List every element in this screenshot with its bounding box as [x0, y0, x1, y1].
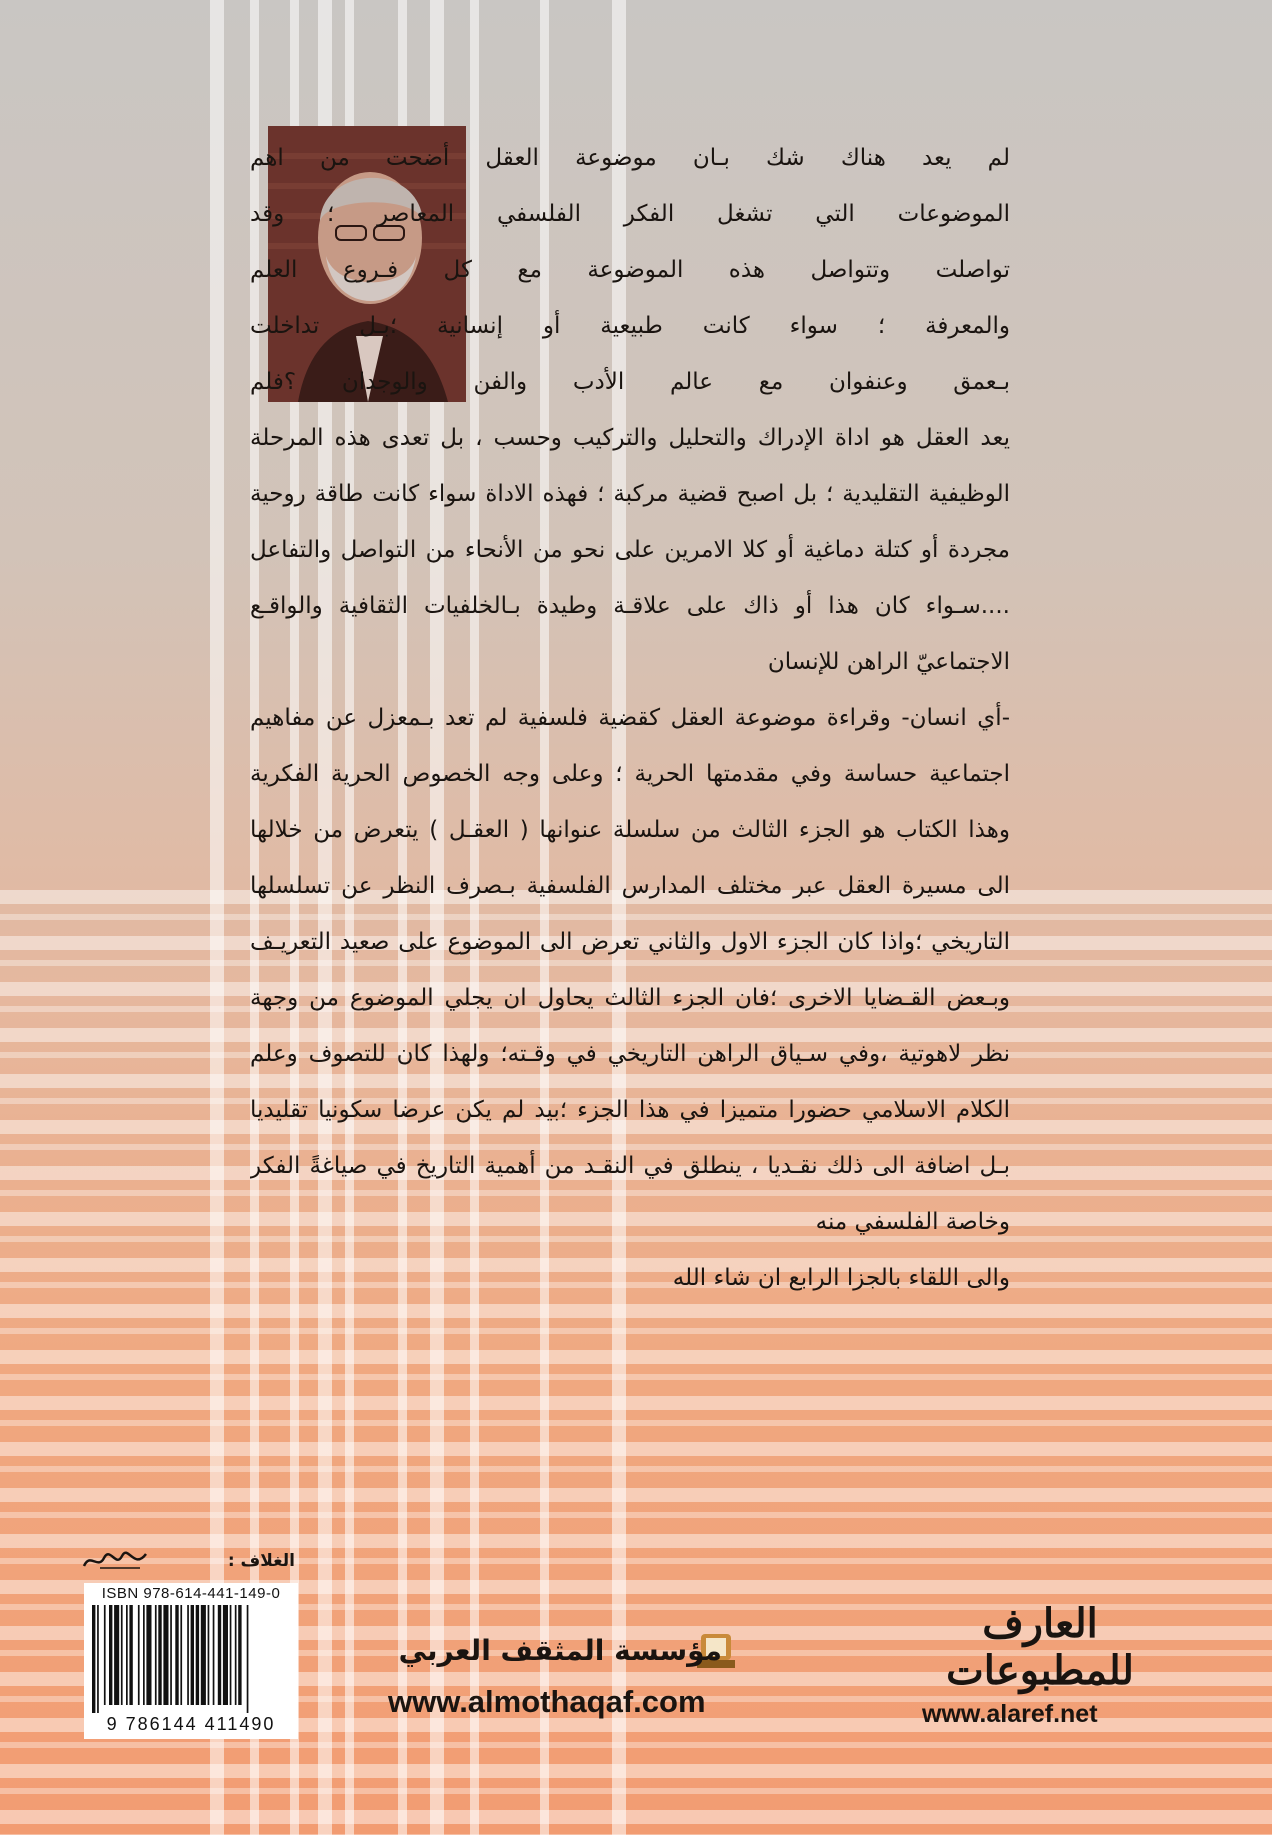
blurb-text: [250, 130, 1010, 1306]
blurb-line: الاجتماعيّ الراهن للإنسان: [767, 649, 1010, 675]
isbn-text: ISBN 978-614-441-149-0: [101, 1585, 281, 1602]
publisher-alaref-logo: العارف للمطبوعات: [946, 1600, 1134, 1694]
blurb-line: مجردة أو كتلة دماغية أو كلا الامرين على نحو من الأنحاء من التواصل والتفاعل: [250, 537, 1010, 563]
blurb-line: -أي انسان- وقراءة موضوعة العقل كقضية فلسفية لم تعد بـمعزل عن مفاهيم: [250, 705, 1010, 731]
blurb-line: الوظيفية التقليدية ؛ بل اصبح قضية مركبة ؛ فهذه الاداة سواء كانت طاقة روحية: [250, 481, 1010, 507]
blurb-line: والمعرفة ؛ سواء كانت طبيعية أو إنسانية ؛بـل تداخلت: [250, 313, 1010, 339]
blurb-line: نظر لاهوتية ،وفي سـياق الراهن التاريخي في وقـته؛ ولهذا كان للتصوف وعلم: [250, 1041, 1010, 1067]
blurb-line: الكلام الاسلامي حضورا متميزا في هذا الجزء ؛بيد لم يكن عرضا سكونيا تقليديا: [250, 1097, 1010, 1123]
publisher-almothaqaf-url: www.almothaqaf.com: [388, 1684, 706, 1719]
blurb-line: والى اللقاء بالجزا الرابع ان شاء الله: [672, 1265, 1010, 1291]
blurb-line: تواصلت وتتواصل هذه الموضوعة مع كل فـروع العلم: [250, 257, 1010, 283]
barcode-bars: [92, 1605, 290, 1713]
blurb-line: لم يعد هناك شك بـان موضوعة العقل أضحت من اهم: [250, 145, 1010, 171]
blurb-line: بـل اضافة الى ذلك نقـديا ، ينطلق في النقـد من أهمية التاريخ في صياغةً الفكر: [250, 1153, 1010, 1179]
isbn-barcode: [84, 1583, 298, 1739]
barcode-digits: 9 786144 411490: [106, 1714, 276, 1734]
cover-credit: [80, 1548, 295, 1578]
publisher-alaref-url: www.alaref.net: [922, 1700, 1098, 1728]
blurb-line: بـعمق وعنفوان مع عالم الأدب والفن والوجدان ؟فلم: [250, 369, 1010, 395]
blurb-line: ....سـواء كان هذا أو ذاك على علاقـة وطيدة بـالخلفيات الثقافية والواقـع: [250, 593, 1010, 619]
blurb-line: وبـعض القـضايا الاخرى ؛فان الجزء الثالث يحاول ان يجلي الموضوع من وجهة: [250, 985, 1010, 1011]
blurb-line: الى مسيرة العقل عبر مختلف المدارس الفلسفية بـصرف النظر عن تسلسلها: [250, 873, 1010, 899]
blurb-line: اجتماعية حساسة وفي مقدمتها الحرية ؛ وعلى وجه الخصوص الحرية الفكرية: [250, 761, 1010, 787]
blurb-line: وخاصة الفلسفي منه: [815, 1209, 1010, 1235]
blurb-line: الموضوعات التي تشغل الفكر الفلسفي المعاصر ؛ وقد: [250, 201, 1010, 227]
publisher-almothaqaf-name: مؤسسة المثقف العربي: [398, 1634, 722, 1667]
cover-credit-label: الغلاف :: [227, 1551, 295, 1571]
blurb-line: يعد العقل هو اداة الإدراك والتحليل والتركيب وحسب ، بل تعدى هذه المرحلة: [250, 425, 1010, 451]
blurb-line: التاريخي ؛واذا كان الجزء الاول والثاني تعرض الى الموضوع على صعيد التعريـف: [250, 929, 1010, 955]
blurb-line: وهذا الكتاب هو الجزء الثالث من سلسلة عنوانها ( العقـل ) يتعرض من خلالها: [250, 817, 1010, 843]
designer-signature: [80, 1548, 150, 1574]
